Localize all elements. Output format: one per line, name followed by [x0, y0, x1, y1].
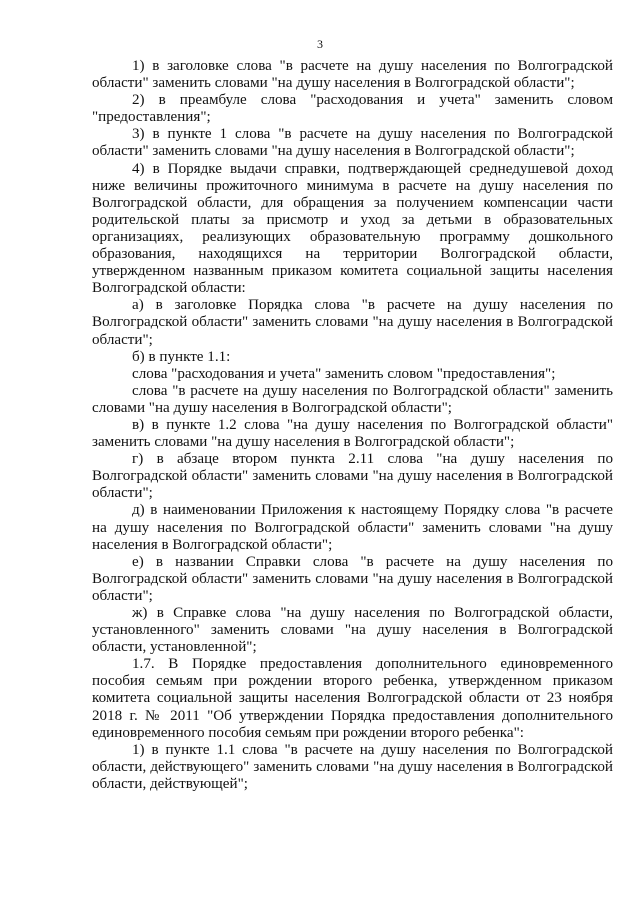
paragraph-subitem-zh: ж) в Справке слова "на душу населения по Волгоградской области, установленного" заменить словами "на душу населения в Волгоградской области, установленной"; [92, 605, 613, 656]
page-number: 3 [317, 37, 323, 51]
paragraph-item-1: 1) в заголовке слова "в расчете на душу населения по Волгоградской области" заменить словами "на душу населения в Волгоградской области"; [92, 58, 613, 92]
paragraph-item-3: 3) в пункте 1 слова "в расчете на душу населения по Волгоградской области" заменить словами "на душу населения в Волгоградской области"; [92, 126, 613, 160]
paragraph-subitem-v: в) в пункте 1.2 слова "на душу населения по Волгоградской области" заменить словами "на душу населения в Волгоградской области"; [92, 416, 613, 451]
paragraph-1-7-item-1: 1) в пункте 1.1 слова "в расчете на душу населения по Волгоградской области, действующего" заменить словами "на душу населения в Волгоградской области, действующей"; [92, 741, 613, 792]
paragraph-subitem-g: г) в абзаце втором пункта 2.11 слова "на душу населения по Волгоградской области" заменить словами "на душу населения в Волгоградской области"; [92, 451, 613, 502]
paragraph-item-2: 2) в преамбуле слова "расходования и учета" заменить словом "предоставления"; [92, 92, 613, 126]
paragraph-subitem-d: д) в наименовании Приложения к настоящему Порядку слова "в расчете на душу населения по Волгоградской области" заменить словами "на душу населения в Волгоградской области"; [92, 502, 613, 553]
paragraph-subitem-e: е) в названии Справки слова "в расчете на душу населения по Волгоградской области" заменить словами "на душу населения в Волгоградской области"; [92, 553, 613, 604]
paragraph-subitem-b-2: слова "в расчете на душу населения по Волгоградской области" заменить словами "на душу населения в Волгоградской области"; [92, 382, 613, 416]
paragraph-subitem-b: б) в пункте 1.1: [132, 348, 231, 365]
paragraph-subitem-b-1: слова "расходования и учета" заменить словом "предоставления"; [132, 365, 556, 382]
paragraph-subitem-a: а) в заголовке Порядка слова "в расчете на душу населения по Волгоградской области" заменить словами "на душу населения в Волгоградской области"; [92, 297, 613, 348]
paragraph-item-4: 4) в Порядке выдачи справки, подтверждающей среднедушевой доход ниже величины прожиточного минимума в расчете на душу населения по Волгоградской области, для обращения за получением компенсации части родительской платы за присмотр и уход за детьми в образовательных организациях, реализующих образовательную программу дошкольного образования, находящихся на территории Волгоградской области, утвержденном названным приказом комитета социальной защиты населения Волгоградской области: [92, 160, 613, 297]
paragraph-section-1-7: 1.7. В Порядке предоставления дополнительного единовременного пособия семьям при рождении второго ребенка, утвержденном приказом комитета социальной защиты населения Волгоградской области от 23 ноября 2018 г. № 2011 "Об утверждении Порядка предоставления дополнительного единовременного пособия семьям при рождении второго ребенка": [92, 656, 613, 741]
document-body [92, 58, 613, 793]
